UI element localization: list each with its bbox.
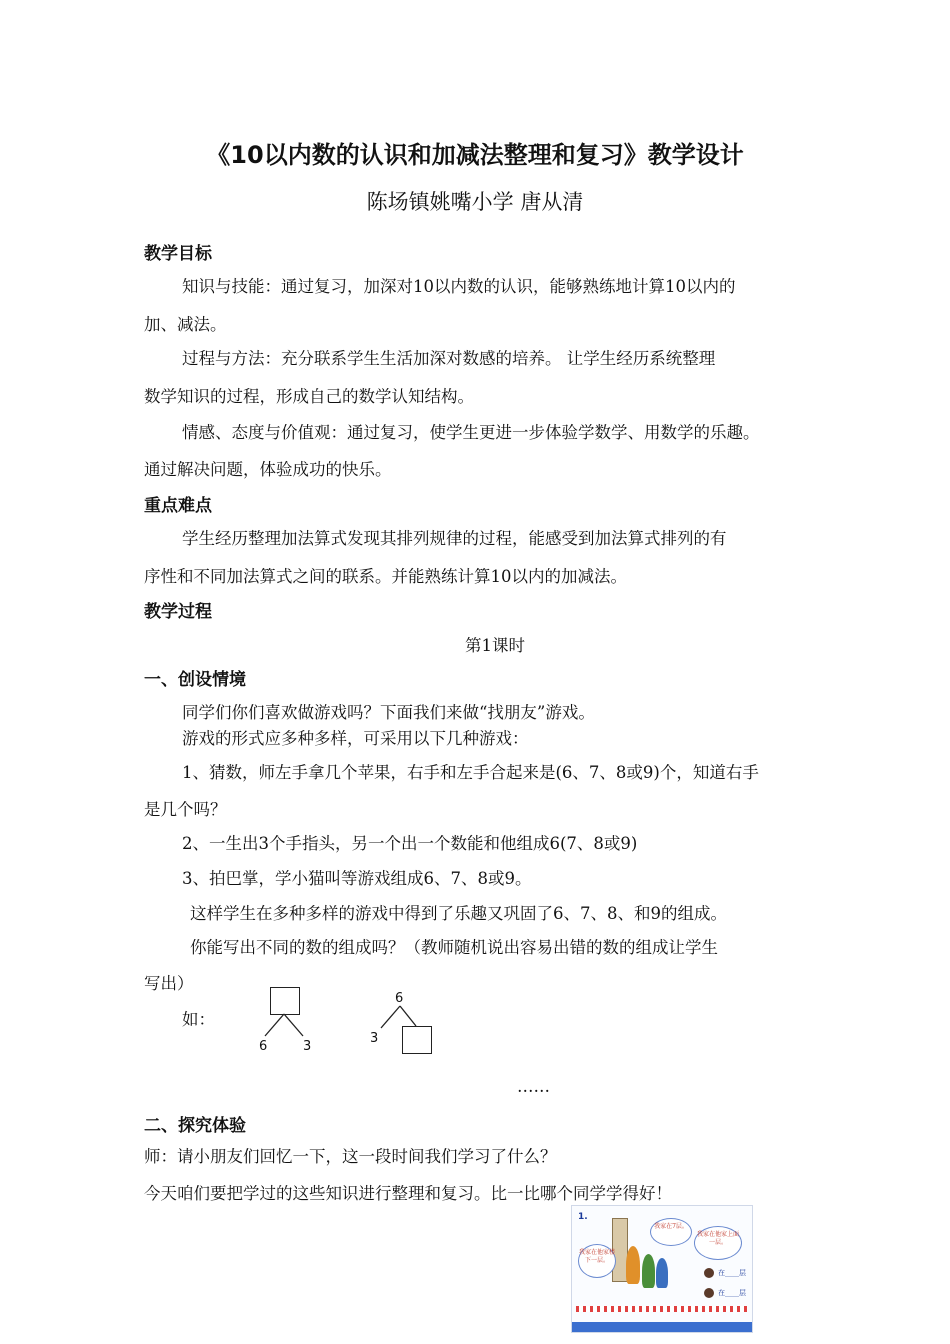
paragraph-line: 加、减法。 [144,315,227,334]
heading-section-1: 一、创设情境 [144,670,246,690]
taskbar [572,1322,752,1332]
paragraph-line: 是几个吗？ [144,800,227,819]
paragraph-line: 情感、态度与价值观：通过复习，使学生更进一步体验学数学、用数学的乐趣。 [182,423,760,442]
paragraph-line: 过程与方法：充分联系学生生活加深对数感的培养。 让学生经历系统整理 [182,349,716,368]
paragraph-line: 你能写出不同的数的组成吗？（教师随机说出容易出错的数的组成让学生 [190,938,718,957]
heading-goals: 教学目标 [144,244,212,264]
document-title: 《10以内数的认识和加减法整理和复习》教学设计 [206,141,744,169]
speech-bubble: 我家在他家楼下一层。 [578,1244,616,1278]
paragraph-line: 序性和不同加法算式之间的联系。并能熟练计算10以内的加减法。 [144,567,627,586]
paragraph-line: 今天咱们要把学过的这些知识进行整理和复习。比一比哪个同学学得好！ [144,1184,672,1203]
paragraph-line: 2、一生出3个手指头，另一个出一个数能和他组成6(7、8或9) [182,834,638,853]
speech-bubble: 我家在7层。 [650,1218,692,1246]
heading-section-2: 二、探究体验 [144,1116,246,1136]
paragraph-line: 3、拍巴掌，学小猫叫等游戏组成6、7、8或9。 [182,869,532,888]
child-head-icon [704,1268,714,1278]
diagram-number: 3 [370,1031,379,1046]
paragraph-line: 通过解决问题，体验成功的快乐。 [144,460,392,479]
diagram-number: 6 [259,1039,268,1054]
paragraph-line: 写出） [144,974,194,993]
speech-bubble: 我家在他家上面一层。 [694,1226,742,1260]
answer-row: 在____层 [718,1269,746,1277]
answer-box [270,987,300,1015]
slide-number: 1. [578,1212,588,1222]
heading-process: 教学过程 [144,602,212,622]
paragraph-line: 同学们你们喜欢做游戏吗？下面我们来做“找朋友”游戏。 [182,703,595,722]
paragraph-line: 学生经历整理加法算式发现其排列规律的过程，能感受到加法算式排列的有 [182,529,727,548]
paragraph-line: 1、猜数，师左手拿几个苹果，右手和左手合起来是(6、7、8或9)个，知道右手 [182,763,759,782]
child-head-icon [704,1288,714,1298]
answer-box [402,1026,432,1054]
answer-row: 在____层 [718,1289,746,1297]
heading-key-points: 重点难点 [144,496,212,516]
child-figure [626,1246,640,1284]
example-label: 如： [182,1010,215,1029]
paragraph-line: 师：请小朋友们回忆一下，这一段时间我们学习了什么？ [144,1147,557,1166]
diagram-number: 3 [303,1039,312,1054]
child-figure [642,1254,655,1288]
author-line: 陈场镇姚嘴小学 唐从清 [366,190,584,214]
diagram-number: 6 [395,991,404,1006]
slide-thumbnail-image [571,1205,753,1333]
paragraph-line: 知识与技能：通过复习，加深对10以内数的认识，能够熟练地计算10以内的 [182,277,736,296]
paragraph-line: 游戏的形式应多种多样，可采用以下几种游戏： [182,729,529,748]
ruler-strip [576,1306,748,1312]
child-figure [656,1258,668,1288]
ellipsis: …… [517,1077,550,1096]
paragraph-line: 这样学生在多种多样的游戏中得到了乐趣又巩固了6、7、8、和9的组成。 [190,904,727,923]
paragraph-line: 数学知识的过程，形成自己的数学认知结构。 [144,387,474,406]
lesson-label: 第1课时 [465,636,525,655]
